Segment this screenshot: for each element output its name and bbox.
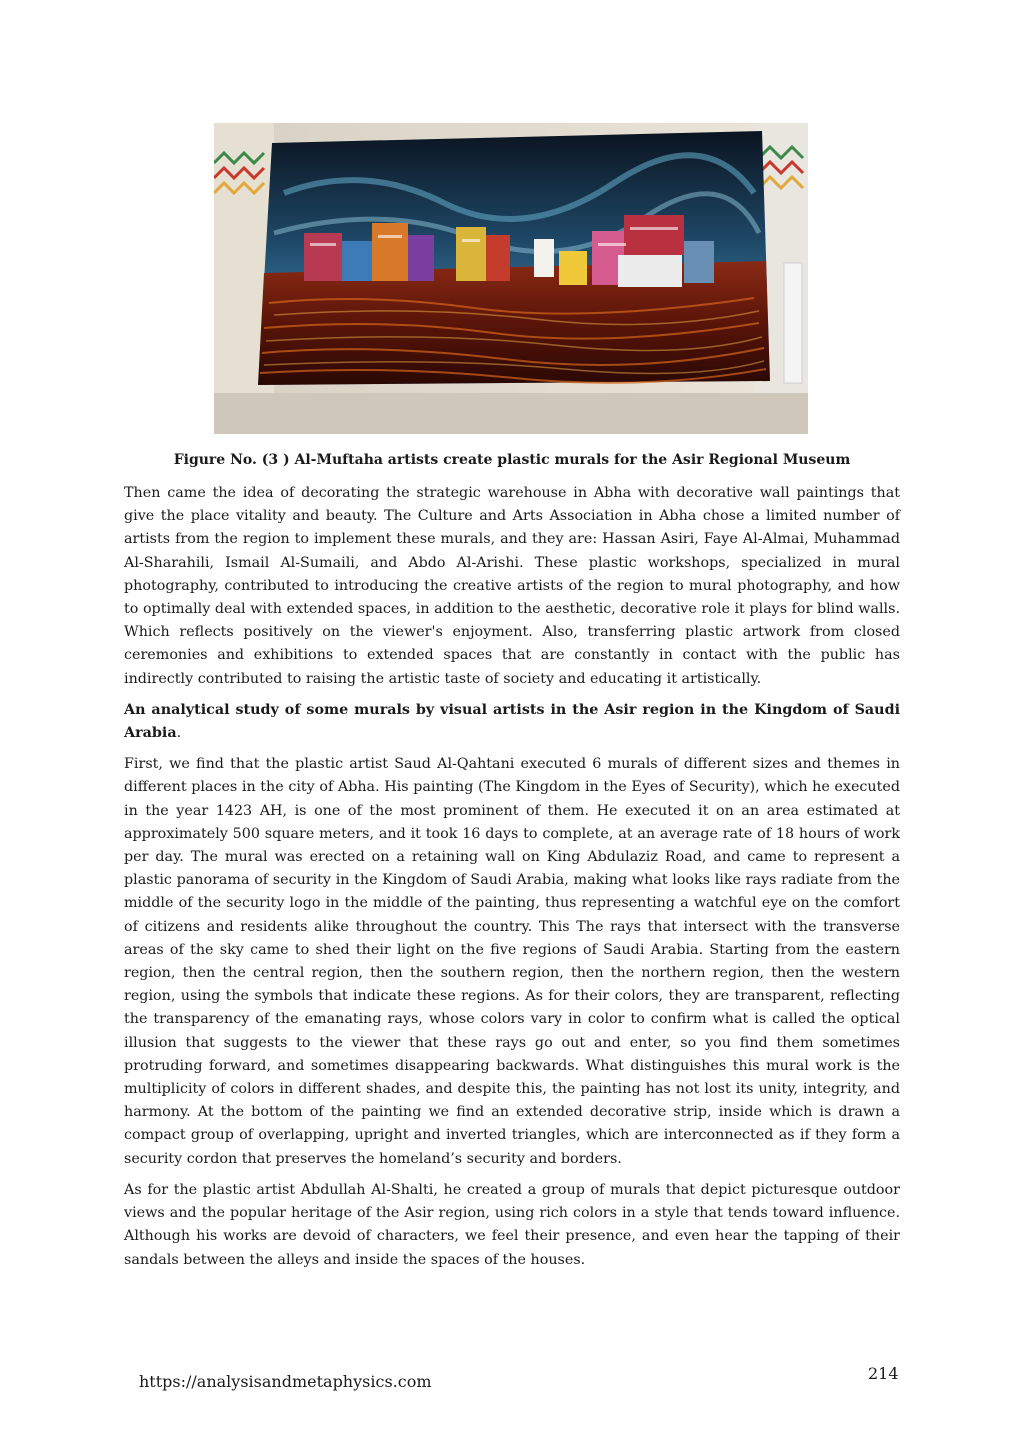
mural-painting-photo (214, 123, 808, 434)
article-body (124, 482, 900, 1280)
figure-caption: Figure No. (3 ) Al-Muftaha artists create plastic murals for the Asir Regional Museum (173, 452, 851, 468)
paragraph-shalti: As for the plastic artist Abdullah Al-Shalti, he created a group of murals that depict picturesque outdoor views and the popular heritage of the Asir region, using rich colors in a style that tends toward influence. Although his works are devoid of characters, we feel their presence, and even hear the tapping of their sandals between the alleys and inside the spaces of the houses. (124, 1181, 900, 1268)
paragraph-qahtani: First, we find that the plastic artist Saud Al-Qahtani executed 6 murals of different sizes and themes in different places in the city of Abha. His painting (The Kingdom in the Eyes of Security), which he executed in the year 1423 AH, is one of the most prominent of them. He executed it on an area estimated at approximately 500 square meters, and it took 16 days to complete, at an average rate of 18 hours of work per day. The mural was erected on a retaining wall on King Abdulaziz Road, and came to represent a plastic panorama of security in the Kingdom of Saudi Arabia, making what looks like rays radiate from the middle of the security logo in the middle of the painting, thus representing a watchful eye on the comfort of citizens and residents alike throughout the country. This The rays that intersect with the transverse areas of the sky came to shed their light on the five regions of Saudi Arabia. Starting from the eastern region, then the central region, then the southern region, then the northern region, then the western region, using the symbols that indicate these regions. As for their colors, they are transparent, reflecting the transparency of the emanating rays, whose colors vary in color to confirm what is called the optical illusion that suggests to the viewer that these rays go out and enter, so you find them sometimes protruding forward, and sometimes disappearing backwards. What distinguishes this mural work is the multiplicity of colors in different shades, and despite this, the painting has not lost its unity, integrity, and harmony. At the bottom of the painting we find an extended decorative strip, inside which is drawn a compact group of overlapping, upright and inverted triangles, which are interconnected as if they form a security cordon that preserves the homeland’s security and borders. (124, 756, 900, 1167)
section-heading-period: . (176, 725, 182, 742)
page-number: 214 (868, 1364, 899, 1383)
section-heading (124, 699, 900, 745)
figure-image (214, 123, 808, 434)
section-heading-text: An analytical study of some murals by visual artists in the Asir region in the Kingdom of Saudi Arabia (124, 701, 900, 742)
paragraph-intro: Then came the idea of decorating the strategic warehouse in Abha with decorative wall paintings that give the place vitality and beauty. The Culture and Arts Association in Abha chose a limited number of artists from the region to implement these murals, and they are: Hassan Asiri, Faye Al-Almai, Muhammad Al-Sharahili, Ismail Al-Sumaili, and Abdo Al-Arishi. These plastic workshops, specialized in mural photography, contributed to introducing the creative artists of the region to mural photography, and how to optimally deal with extended spaces, in addition to the aesthetic, decorative role it plays for blind walls. Which reflects positively on the viewer's enjoyment. Also, transferring plastic artwork from closed ceremonies and exhibitions to extended spaces that are constantly in contact with the public has indirectly contributed to raising the artistic taste of society and educating it artistically. (124, 485, 900, 687)
footer-url[interactable]: https://analysisandmetaphysics.com (139, 1372, 432, 1391)
